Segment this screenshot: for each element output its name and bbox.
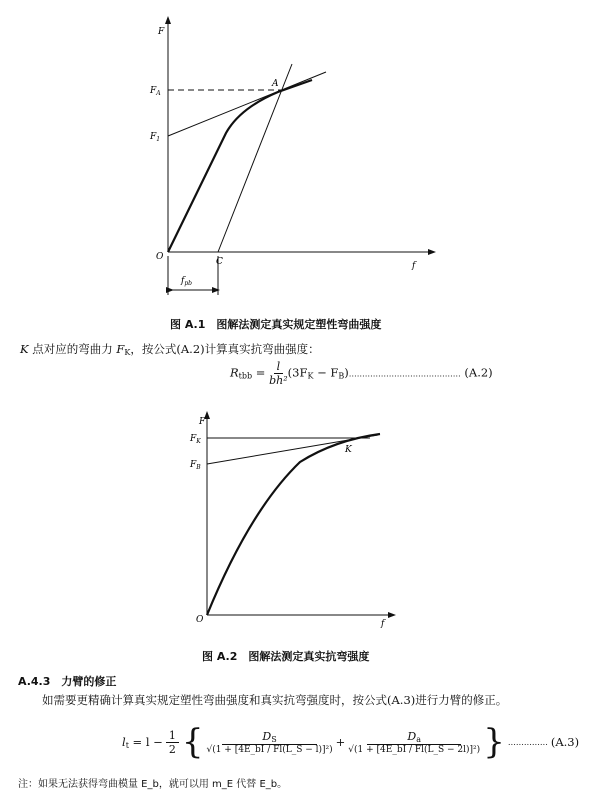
fa-label: $F_A$ bbox=[150, 86, 161, 97]
offset-line bbox=[218, 64, 292, 252]
tangent-line bbox=[168, 72, 326, 136]
y-axis-label: F bbox=[158, 27, 165, 37]
section-paragraph: 如需要更精确计算真实规定塑性弯曲强度和真实抗弯强度时，按公式(A.3)进行力臂的修正。 bbox=[42, 693, 508, 707]
point-a-label: A bbox=[272, 79, 279, 89]
figure-a2-caption: 图 A.2 图解法测定真实抗弯强度 bbox=[202, 650, 370, 663]
origin-label: O bbox=[156, 252, 164, 262]
svg-text:f: f bbox=[381, 619, 385, 629]
point-k-label: K bbox=[345, 445, 352, 455]
f1-label: $F_1$ bbox=[150, 132, 161, 143]
formula-a3: $l_t = l$ − $\frac{1}{2}$ { $\frac{D_S}{\text{√(1 + [4E\_bI / Fl(L\_S − l)]²)}}$ + $\frac{D_a}{\text{√(1 + [4E\_bI / Fl(L\_S − 2l)]²)}}$ } …………… (A.3) bbox=[122, 722, 580, 762]
curve bbox=[168, 80, 312, 252]
figure-a2-diagram bbox=[0, 400, 616, 640]
note: 注：如果无法获得弯曲模量 E_b，就可以用 m_E 代替 E_b。 bbox=[18, 779, 288, 790]
fpb-label: $f_{pb}$ bbox=[181, 276, 193, 287]
figure-a1-caption: 图 A.1 图解法测定真实规定塑性弯曲强度 bbox=[170, 318, 382, 331]
curve bbox=[207, 434, 380, 615]
figure-a1-diagram bbox=[0, 0, 616, 310]
svg-text:FK: $F_K$ bbox=[190, 434, 201, 445]
paragraph-k-point: K 点对应的弯曲力 $F_K$，按公式(A.2)计算真实抗弯曲强度： bbox=[20, 342, 320, 357]
svg-text:F: F bbox=[199, 417, 206, 427]
formula-a2: $R_{tbb}$ = $\frac{l}{\text{bh²}}$ ($3F_K$ − $F_B)\dots\dots\dots\dots\dots\dots\dots\dots\dots\dots\dots\dots\dots\dots$ (A.2) bbox=[230, 360, 493, 387]
section-heading: A.4.3 力臂的修正 bbox=[18, 675, 117, 688]
x-axis-label: f bbox=[412, 261, 416, 271]
point-c-label: C bbox=[216, 257, 223, 267]
svg-text:FB: $F_B$ bbox=[190, 460, 201, 471]
svg-text:O: O bbox=[196, 615, 204, 625]
